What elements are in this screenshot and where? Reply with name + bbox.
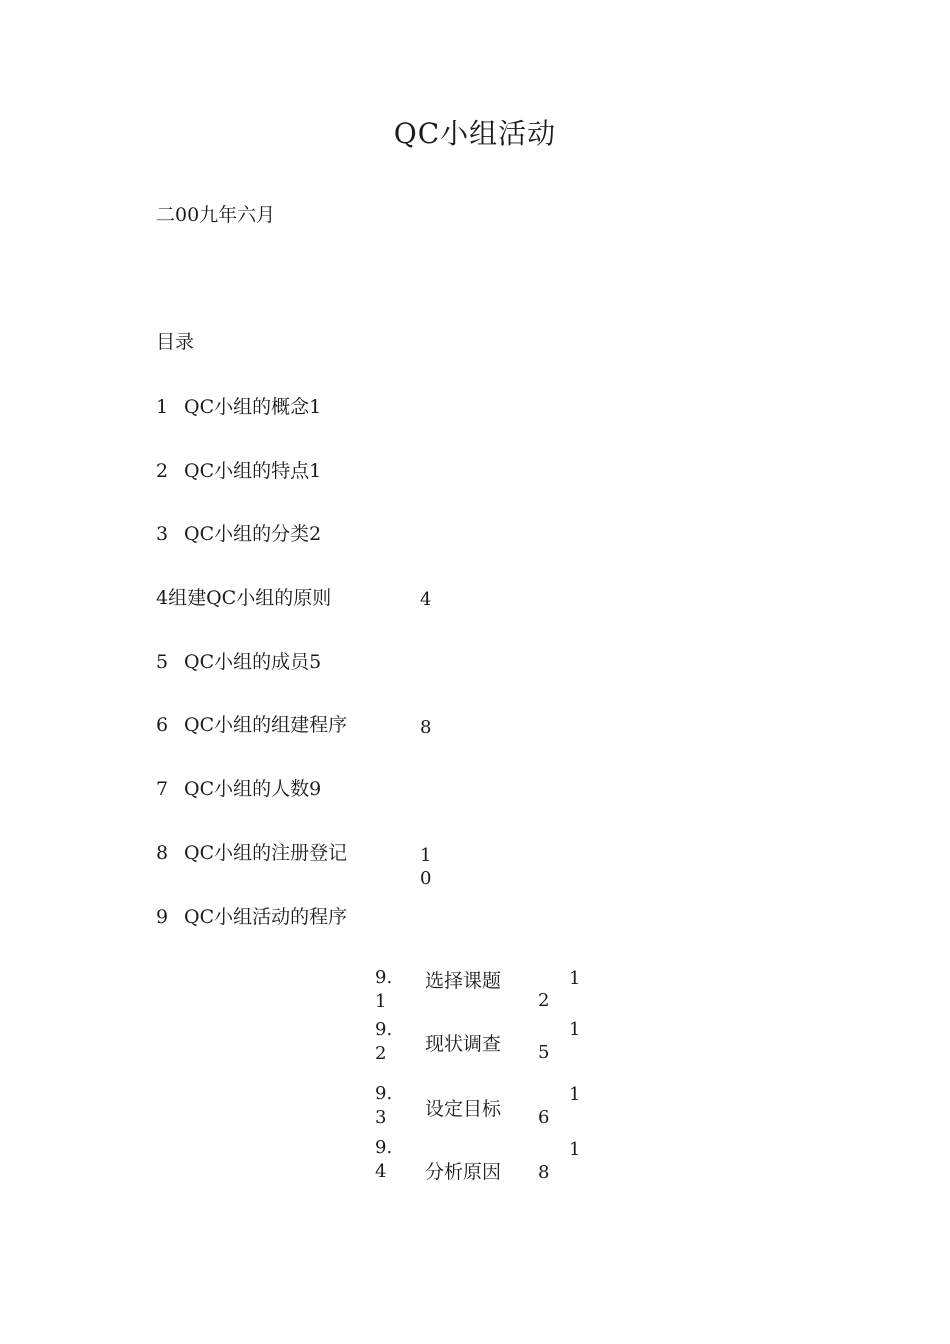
toc-entry-page-part: 0: [420, 868, 432, 889]
toc-entry-label: QC小组的成员: [184, 651, 310, 673]
toc-entry: [156, 392, 321, 419]
toc-entry-label: QC小组的注册登记: [184, 842, 348, 864]
toc-entry: [156, 647, 321, 674]
toc-entry-number: 6: [156, 714, 169, 736]
document-title: QC小组活动: [393, 117, 557, 150]
toc-entry-page: 9: [309, 778, 322, 800]
toc-entry-number: 3: [156, 523, 169, 545]
toc-entry-label: QC小组的概念: [184, 396, 310, 418]
toc-entry-page: 5: [309, 651, 322, 673]
toc-entry: [156, 583, 331, 610]
toc-entry-label: QC小组活动的程序: [184, 906, 348, 928]
toc-entry-label: QC小组的人数: [184, 778, 310, 800]
toc-entry-number: 4: [156, 587, 169, 609]
toc-entry-page: 1: [309, 396, 322, 418]
toc-entry-page: 2: [309, 523, 322, 545]
toc-subentry-number: 9. 2: [375, 1019, 393, 1064]
toc-entry-page-part: 1: [420, 845, 432, 866]
toc-subentry-page-part: 6: [538, 1107, 550, 1128]
toc-entry: [156, 902, 347, 929]
toc-subentry-page-part: 1: [569, 1084, 581, 1105]
toc-entry: [156, 774, 321, 801]
toc-entry: [156, 519, 321, 546]
toc-entry: [156, 710, 347, 737]
toc-entry-label: QC小组的特点: [184, 460, 310, 482]
toc-entry-number: 2: [156, 460, 169, 482]
toc-subentry-page-part: 1: [569, 1019, 581, 1040]
document-date: 二00九年六月: [156, 204, 276, 226]
toc-subentry-number: 9. 4: [375, 1137, 393, 1182]
toc-subentry-number: 9. 1: [375, 967, 393, 1012]
toc-entry-page: 1: [309, 460, 322, 482]
toc-entry-page: 8: [420, 717, 432, 738]
toc-subentry-label: 现状调查: [425, 1033, 502, 1055]
toc-entry: [156, 838, 347, 865]
toc-subentry-page-part: 1: [569, 968, 581, 989]
toc-entry: [156, 456, 321, 483]
toc-subentry-page-part: 5: [538, 1042, 550, 1063]
toc-entry-label: 组建QC小组的原则: [168, 587, 332, 609]
toc-subentry-page-part: 2: [538, 990, 550, 1011]
toc-subentry-page-part: 8: [538, 1162, 550, 1183]
toc-entry-number: 1: [156, 396, 169, 418]
toc-entry-number: 5: [156, 651, 169, 673]
toc-entry-number: 8: [156, 842, 169, 864]
toc-subentry-page-part: 1: [569, 1139, 581, 1160]
toc-subentry-label: 选择课题: [425, 970, 502, 992]
toc-heading: 目录: [156, 331, 195, 353]
toc-subentry-label: 分析原因: [425, 1161, 502, 1183]
toc-subentry-number: 9. 3: [375, 1083, 393, 1128]
toc-entry-label: QC小组的组建程序: [184, 714, 348, 736]
toc-entry-number: 9: [156, 906, 169, 928]
toc-entry-page: 4: [420, 589, 432, 610]
toc-entry-number: 7: [156, 778, 169, 800]
toc-entry-label: QC小组的分类: [184, 523, 310, 545]
toc-subentry-label: 设定目标: [425, 1098, 502, 1120]
